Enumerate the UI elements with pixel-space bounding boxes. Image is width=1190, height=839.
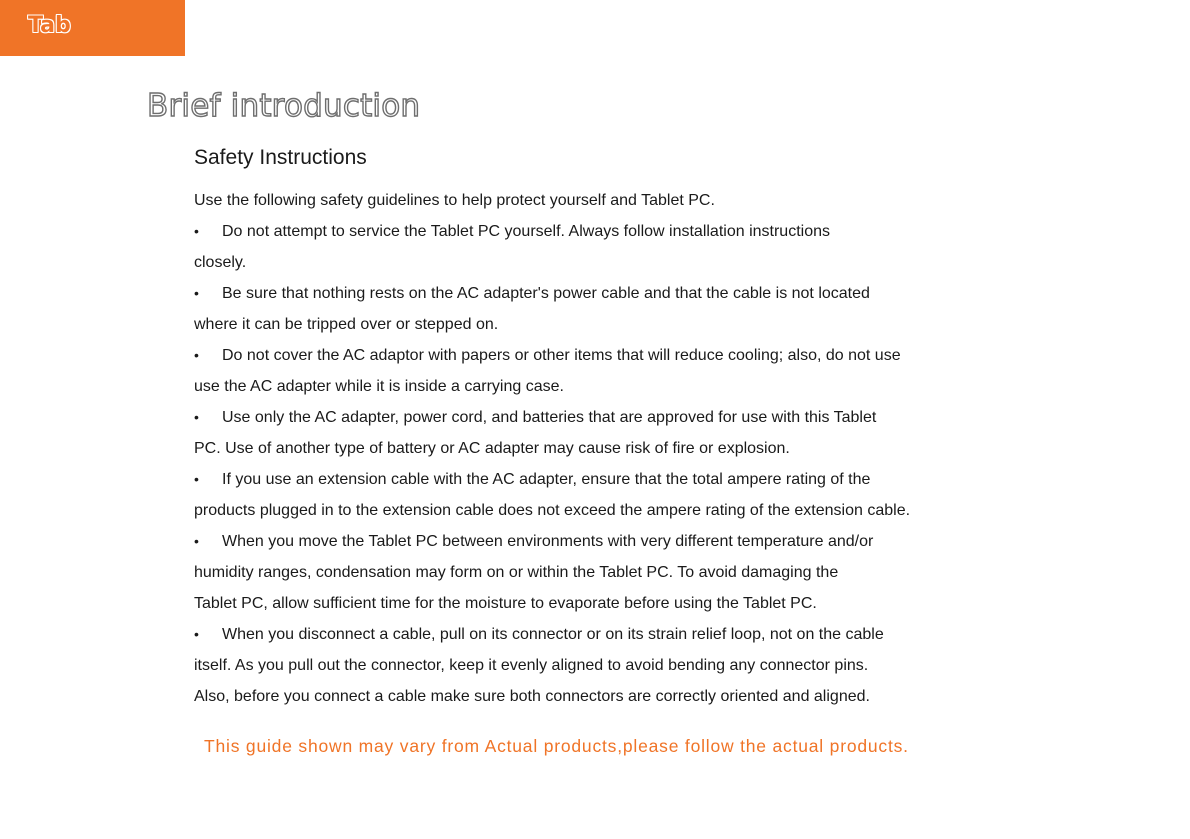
safety-item	[194, 216, 1024, 278]
tab-badge	[0, 0, 185, 56]
safety-item	[194, 619, 1024, 712]
safety-item-text: Do not cover the AC adaptor with papers or other items that will reduce cooling; also, do not use	[222, 347, 901, 364]
section-title: Safety Instructions	[194, 146, 367, 169]
bullet-icon: •	[194, 347, 199, 363]
safety-item	[194, 402, 1024, 464]
safety-item-text: PC. Use of another type of battery or AC adapter may cause risk of fire or explosion.	[194, 440, 790, 457]
safety-item-text: Do not attempt to service the Tablet PC yourself. Always follow installation instructions	[222, 223, 830, 240]
safety-item-text: Be sure that nothing rests on the AC adapter's power cable and that the cable is not located	[222, 285, 870, 302]
bullet-icon: •	[194, 285, 199, 301]
safety-item-text: humidity ranges, condensation may form on or within the Tablet PC. To avoid damaging the	[194, 564, 839, 581]
safety-item	[194, 464, 1024, 526]
safety-item-text: itself. As you pull out the connector, keep it evenly aligned to avoid bending any connector pins.	[194, 657, 869, 674]
bullet-icon: •	[194, 409, 199, 425]
safety-item	[194, 278, 1024, 340]
safety-item-text: Tablet PC, allow sufficient time for the moisture to evaporate before using the Tablet PC.	[194, 595, 817, 612]
safety-item-text: If you use an extension cable with the AC adapter, ensure that the total ampere rating of the	[222, 471, 871, 488]
safety-item-text: Also, before you connect a cable make sure both connectors are correctly oriented and aligned.	[194, 688, 870, 705]
bullet-icon: •	[194, 626, 199, 642]
page-title: Brief introduction	[147, 88, 421, 124]
safety-item	[194, 526, 1024, 619]
safety-item-text: closely.	[194, 254, 247, 271]
safety-item-text: products plugged in to the extension cable does not exceed the ampere rating of the extension cable.	[194, 502, 911, 519]
bullet-icon: •	[194, 223, 199, 239]
footer-note: This guide shown may vary from Actual products,please follow the actual products.	[204, 736, 909, 756]
bullet-icon: •	[194, 533, 199, 549]
safety-item-text: where it can be tripped over or stepped on.	[194, 316, 499, 333]
safety-item-text: When you disconnect a cable, pull on its connector or on its strain relief loop, not on the cable	[222, 626, 884, 643]
intro-text: Use the following safety guidelines to help protect yourself and Tablet PC.	[194, 192, 715, 209]
safety-item-text: Use only the AC adapter, power cord, and batteries that are approved for use with this Tablet	[222, 409, 877, 426]
tab-label: Tab	[28, 13, 71, 38]
safety-item-text: use the AC adapter while it is inside a carrying case.	[194, 378, 564, 395]
safety-item	[194, 340, 1024, 402]
safety-content	[194, 186, 1024, 712]
bullet-icon: •	[194, 471, 199, 487]
safety-item-text: When you move the Tablet PC between environments with very different temperature and/or	[222, 533, 874, 550]
